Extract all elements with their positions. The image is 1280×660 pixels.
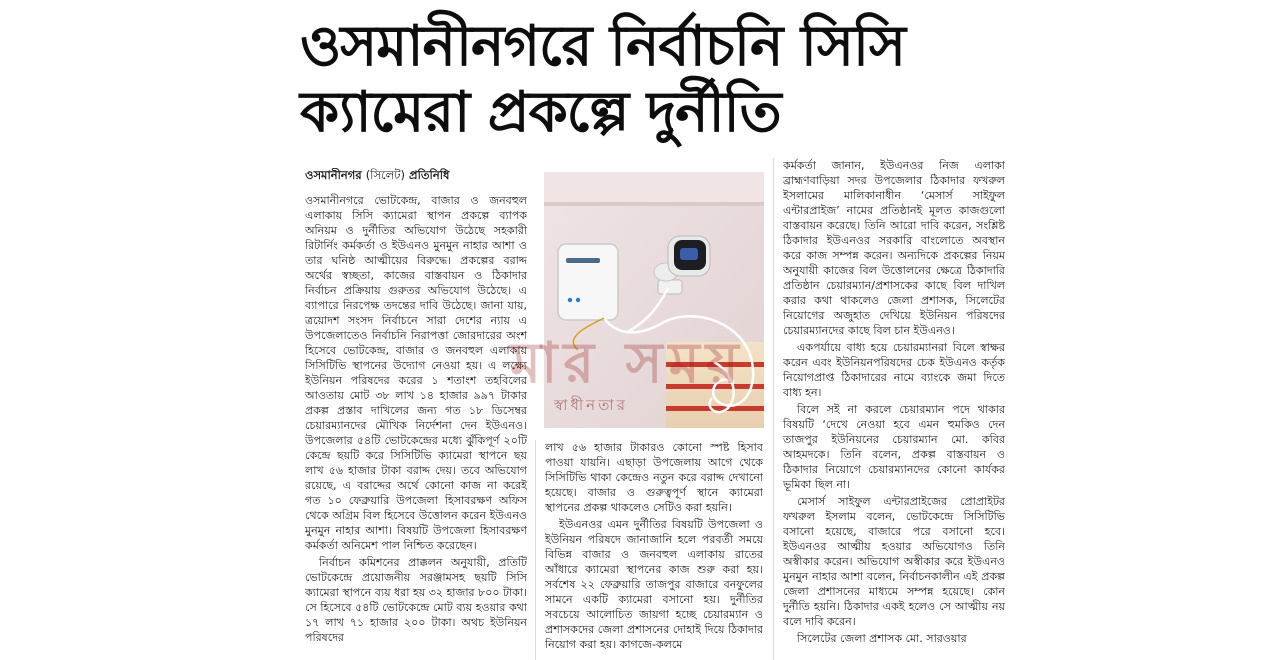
- article-column-2: [545, 440, 763, 660]
- article-column-1: [305, 168, 527, 660]
- paragraph: বিলে সই না করলে চেয়ারম্যান পদে থাকার বিষয়টি ‘দেখে নেওয়া হবে এমন হুমকিও দেন তাজপুর ইউনিয়নের চেয়ারম্যান মো. কবির আহমদকে। তিনি বলেন, প্রকল্প বাস্তবায়ন ও ঠিকাদার নিয়োগে চেয়ারম্যানদের কোনো কার্যকর ভূমিকা ছিল না।: [783, 403, 1005, 491]
- paragraph: সিলেটের জেলা প্রশাসক মো. সারওয়ার: [797, 632, 967, 645]
- paragraph: নির্বাচন কমিশনের প্রাক্কলন অনুযায়ী, প্রতিটি ভোটকেন্দ্রে প্রয়োজনীয় সরঞ্জামসহ ছয়টি সিসি ক্যামেরা স্থাপনে ব্যয় ধরা হয় ৩২ হাজার ৮০০ টাকা। সে হিসেবে ৫৪টি ভোটকেন্দ্রে মোট ব্যয় হওয়ার কথা ১৭ লাখ ৭১ হাজার ২০০ টাকা। অথচ ইউনিয়ন পরিষদের: [305, 556, 527, 644]
- article-column-3: [783, 158, 1005, 660]
- paragraph: লাখ ৫৬ হাজার টাকারও কোনো স্পষ্ট হিসাব পাওয়া যায়নি। এছাড়া উপজেলায় আগে থেকে সিসিটিভি থাকা কেন্দ্রেও নতুন করে বরাদ্দ দেখানো হয়েছে। বাজার ও গুরুত্বপূর্ণ স্থানে ক্যামেরা স্থাপনের প্রকল্প থাকলেও সেটিও করা হয়নি।: [545, 441, 763, 514]
- headline-line-1: ওসমানীনগরে নির্বাচনি সিসি: [300, 14, 905, 79]
- paragraph: ওসমানীনগরে ভোটকেন্দ্র, বাজার ও জনবহুল এলাকায় সিসি ক্যামেরা স্থাপন প্রকল্পে ব্যাপক অনিয়ম ও দুর্নীতির অভিযোগ উঠেছে সহকারী রিটার্নিং কর্মকর্তা ও ইউএনও মুনমুন নাহার আশা ও তার ঘনিষ্ঠ আত্মীয়ের বিরুদ্ধে। প্রকল্পের বরাদ্দ অর্থের স্বচ্ছতা, কাজের বাস্তবায়ন ও ঠিকাদার নির্বাচন প্রক্রিয়ায় গুরুতর অভিযোগ উঠেছে। এ ব্যাপারে নিরপেক্ষ তদন্তের দাবি উঠেছে। জানা যায়, ত্রয়োদশ সংসদ নির্বাচনে সারা দেশের ন্যায় এ উপজেলাতেও নির্বাচনি নিরাপত্তা জোরদারের অংশ হিসেবে ভোটকেন্দ্র, বাজার ও জনবহুল এলাকায় সিসিটিভি স্থাপনের উদ্যোগ নেওয়া হয়। এ লক্ষ্যে ইউনিয়ন পরিষদের করের ১ শতাংশ তহবিলের আওতায় মোট ৩৮ লাখ ১৪ হাজার ৯৯৭ টাকার প্রকল্প প্রস্তাব দাখিলের জন্য গত ১৮ ডিসেম্বর চেয়ারম্যানদের মৌখিক নির্দেশনা দেন ইউএনও। উপজেলার ৫৪টি ভোটকেন্দ্রের মধ্যে ঝুঁকিপূর্ণ ২০টি কেন্দ্রে ছয়টি করে সিসিটিভি ক্যামেরা স্থাপনে ছয় লাখ ৫৬ হাজার টাকা বরাদ্দ দেয়। তবে অভিযোগ রয়েছে, এ বরাদ্দের অর্থে কোনো কাজ না করেই গত ১০ ফেব্রুয়ারি উপজেলা হিসাবরক্ষণ অফিস থেকে অগ্রিম বিল হিসেবে উত্তোলন করেন ইউএনও মুনমুন নাহার আশা। বিষয়টি উপজেলা হিসাবরক্ষণ কর্মকর্তা অনিমেশ পাল নিশ্চিত করেছেন।: [305, 194, 527, 552]
- watermark-masthead: মার সময়: [510, 331, 745, 396]
- camera-photo-illustration: [544, 172, 764, 428]
- watermark-tagline: স্বাধীনতার: [554, 396, 628, 414]
- paragraph: একপর্যায়ে বাধ্য হয়ে চেয়ারম্যানরা বিলে স্বাক্ষর করেন এবং ইউনিয়নপরিষদের চেক ইউএনও কর্তৃক নিয়োগপ্রাপ্ত ঠিকাদারের নামে ব্যাংকে জমা দিতে বাধ্য হন।: [783, 341, 1005, 399]
- paragraph: কর্মকর্তা জানান, ইউএনওর নিজ এলাকা ব্রাহ্মণবাড়িয়া সদর উপজেলার ঠিকাদার ফখরুল ইসলামের মালিকানাধীন ‘মেসার্স সাইফুল এন্টারপ্রাইজ’ নামের প্রতিষ্ঠানই মূলত কাজগুলো বাস্তবায়ন করেছে। তিনি আরো দাবি করেন, সংশ্লিষ্ট ঠিকাদার ইউএনওর সরকারি বাংলোতে অবস্থান করে কাজ সম্পন্ন করেন। অন্যদিকে প্রকল্পের নিয়ম অনুযায়ী কাজের বিল উত্তোলনের ক্ষেত্রে ঠিকাদারি প্রতিষ্ঠান চেয়ারম্যান/প্রশাসকের কাছে বিল দাখিল করার কথা থাকলেও জেলা প্রশাসক, সিলেটের নিয়োগের অজুহাত দেখিয়ে ইউনিয়ন পরিষদের চেয়ারম্যানদের কাছে বিল চান ইউএনও।: [783, 159, 1005, 337]
- paragraph: মেসার্স সাইফুল এন্টারপ্রাইজের প্রোপ্রাইটর ফখরুল ইসলাম বলেন, ভোটকেন্দ্রে সিসিটিভি বসানো হয়েছে, বাজারে পরে বসানো হবে। ইউএনওর আত্মীয় হওয়ার অভিযোগও তিনি অস্বীকার করেন। অভিযোগ অস্বীকার করে ইউএনও মুনমুন নাহার আশা বলেন, নির্বাচনকালীন এই প্রকল্প জেলা প্রশাসনের মাধ্যমে সম্পন্ন হয়েছে। কোন দুর্নীতি হয়নি। ঠিকাদার একই হলেও সে আত্মীয় নয় বলে দাবি করেন।: [783, 495, 1005, 628]
- byline-place: ওসমানীনগর: [305, 168, 362, 182]
- byline-role: প্রতিনিধি: [409, 168, 450, 182]
- cctv-photo: [544, 172, 764, 428]
- headline: [300, 14, 1020, 146]
- byline: [305, 168, 527, 183]
- column-divider: [535, 440, 536, 660]
- headline-line-2: ক্যামেরা প্রকল্পে দুর্নীতি: [300, 80, 781, 145]
- column-divider: [773, 158, 774, 660]
- byline-region: (সিলেট): [365, 168, 406, 182]
- paragraph: ইউএনওর এমন দুর্নীতির বিষয়টি উপজেলা ও ইউনিয়ন পরিষদে জানাজানি হলে পরবর্তী সময়ে বিভিন্ন বাজার ও জনবহুল এলাকায় রাতের আঁধারে ক্যামেরা স্থাপনের কাজ শুরু করা হয়। সর্বশেষ ২২ ফেব্রুয়ারি তাজপুর বাজারে বনফুলের সামনে একটি ক্যামেরা বসানো হয়। দুর্নীতির সবচেয়ে আলোচিত জায়গা হচ্ছে চেয়ারম্যান ও প্রশাসকদের জেলা প্রশাসনের দোহাই দিয়ে ঠিকাদার নিয়োগ করা হয়। কাগজে-কলমে: [545, 518, 763, 651]
